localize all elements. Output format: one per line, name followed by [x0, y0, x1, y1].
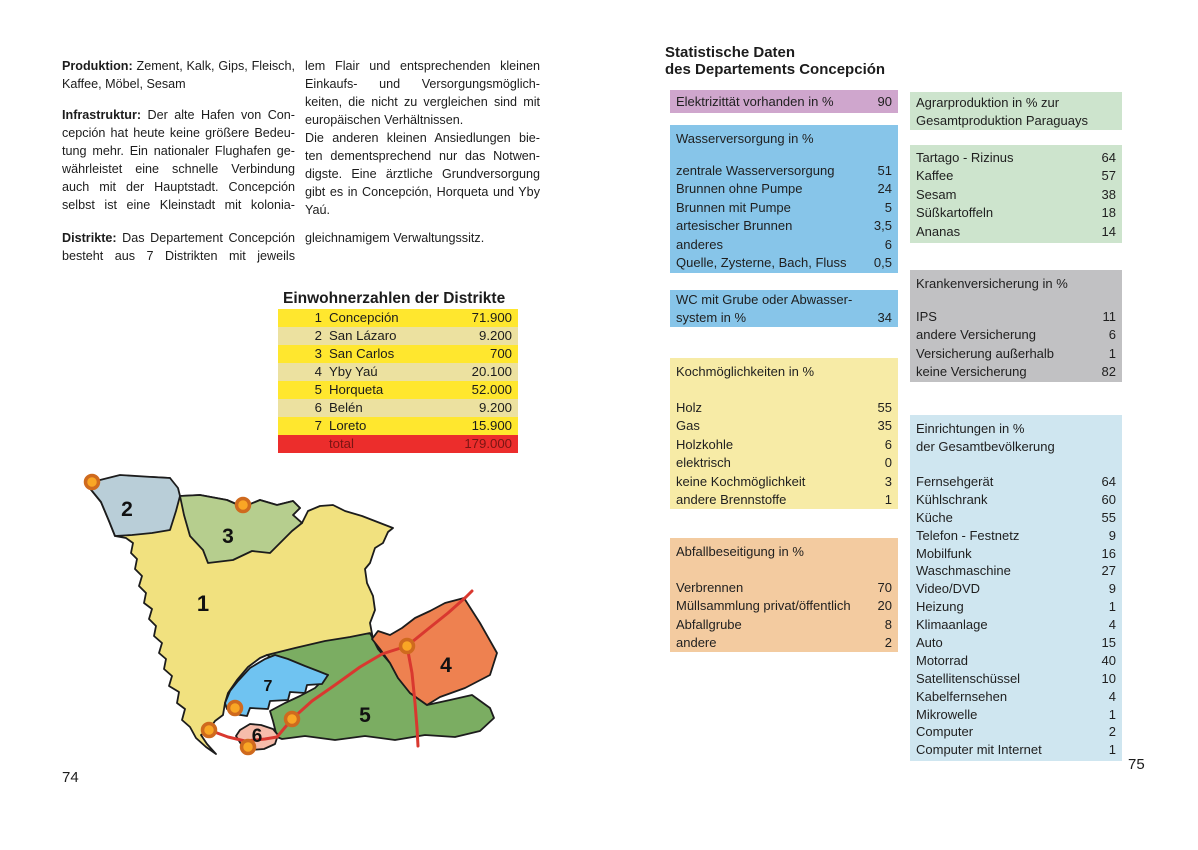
stat-label: Kabelfernsehen	[916, 688, 1008, 704]
stat-value: 1	[1108, 599, 1116, 615]
district-row	[278, 435, 518, 453]
district-name: Loreto	[329, 418, 367, 433]
district-row	[278, 345, 518, 363]
stats-heading	[665, 44, 885, 78]
district-population: 700	[489, 346, 512, 361]
town-marker-icon	[286, 713, 299, 726]
bold-lead: Distrikte:	[62, 231, 117, 245]
district-number: 3	[314, 346, 322, 361]
text-line: tung mehr. Ein nationaler Flughafen ge-	[62, 144, 295, 158]
stat-label: Computer	[916, 724, 974, 740]
text-line: auch mit der Hauptstadt. Concepción	[62, 180, 295, 194]
district-label-3: 3	[222, 525, 234, 548]
stat-label: zentrale Wasserversorgung	[676, 163, 835, 178]
block-title: Gesamtproduktion Paraguays	[916, 113, 1088, 128]
stat-value: 2	[884, 635, 892, 651]
stat-label: Kühlschrank	[916, 491, 988, 507]
stat-row	[670, 217, 898, 235]
stat-label: keine Kochmöglichkeit	[676, 473, 806, 489]
stat-row	[910, 562, 1122, 580]
stat-value: 2	[1108, 724, 1116, 740]
district-number: 4	[314, 364, 322, 379]
electricity-block	[670, 90, 898, 113]
district-population: 20.100	[471, 364, 512, 379]
stat-label: Satellitenschüssel	[916, 670, 1021, 686]
stat-value: 9	[1108, 581, 1116, 597]
stat-label: Computer mit Internet	[916, 742, 1042, 758]
stat-value: 20	[877, 598, 892, 614]
district-row	[278, 363, 518, 381]
stat-label: Heizung	[916, 599, 964, 615]
text-line: lem Flair und entsprechenden kleinen	[305, 59, 540, 73]
stat-row	[910, 509, 1122, 527]
stat-row	[910, 308, 1122, 326]
text-line: europäischen Verhältnissen.	[305, 113, 464, 127]
text-line: Einkaufs- und Versorgungsmöglich-	[305, 77, 540, 91]
stat-row	[910, 545, 1122, 563]
stat-label: Holzkohle	[676, 436, 734, 452]
bold-lead: Produktion:	[62, 59, 133, 73]
agriculture-header-block	[910, 92, 1122, 130]
district-row	[278, 399, 518, 417]
district-population: 9.200	[478, 328, 512, 343]
district-name: San Carlos	[329, 346, 395, 361]
stat-label: Quelle, Zysterne, Bach, Fluss	[676, 254, 847, 270]
stat-row	[670, 597, 898, 615]
stat-label: Tartago - Rizinus	[916, 150, 1014, 165]
stat-value: 1	[1108, 706, 1116, 722]
block-title: Einrichtungen in %	[916, 421, 1025, 436]
text-line: Infrastruktur: Der alte Hafen von Con-	[62, 108, 295, 122]
stat-value: 35	[877, 418, 892, 434]
stat-label: Holz	[676, 400, 703, 415]
stat-row	[910, 580, 1122, 598]
page-number-left: 74	[62, 769, 79, 786]
stats-heading-line2: des Departements Concepción	[665, 61, 886, 78]
stat-row	[910, 598, 1122, 616]
text-line: selbst ist eine Kleinstadt mit kolonia-	[62, 198, 295, 212]
stat-row	[670, 579, 898, 597]
stat-value: 3	[884, 473, 892, 489]
stat-row	[670, 473, 898, 491]
block-title: Wasserversorgung in %	[676, 131, 814, 146]
district-number: 7	[314, 418, 322, 433]
stat-row	[910, 345, 1122, 363]
district-number	[278, 435, 322, 453]
stat-row	[910, 167, 1122, 185]
stat-row	[670, 236, 898, 254]
district-name: total	[329, 436, 354, 451]
cooking-block	[670, 358, 898, 509]
concepcion-district-map	[60, 453, 530, 773]
stat-label: system in %	[676, 310, 747, 326]
stat-row	[670, 199, 898, 217]
stat-row	[670, 436, 898, 454]
stat-value: 60	[1101, 491, 1116, 507]
stat-value: 6	[1108, 327, 1116, 343]
stat-value: 70	[877, 580, 892, 595]
stat-label: Süßkartoffeln	[916, 205, 994, 221]
district-label-1: 1	[196, 591, 210, 616]
stat-row	[910, 223, 1122, 241]
stat-value: 11	[1102, 309, 1116, 324]
district-label-7: 7	[263, 678, 273, 695]
stat-row	[670, 180, 898, 198]
block-title: Agrarproduktion in % zur	[916, 95, 1060, 110]
district-number: 6	[314, 400, 322, 415]
stat-value: 1	[1108, 742, 1116, 758]
stat-label: Brunnen ohne Pumpe	[676, 181, 803, 197]
stat-label: andere	[676, 635, 717, 651]
stat-value: 18	[1101, 205, 1116, 221]
town-marker-icon	[401, 640, 414, 653]
text-line: cepción hat heute keine größere Bedeu-	[62, 126, 295, 140]
paragraph	[305, 229, 540, 247]
stat-row	[910, 527, 1122, 545]
stat-value: 51	[877, 163, 892, 178]
stat-value: 15	[1101, 635, 1116, 651]
stat-label: artesischer Brunnen	[676, 218, 793, 234]
stat-label: Mikrowelle	[916, 706, 978, 722]
district-number: 2	[314, 328, 322, 343]
stat-row	[910, 149, 1122, 167]
district-name: Horqueta	[329, 382, 384, 397]
paragraph	[62, 57, 295, 93]
stat-label: Auto	[916, 635, 943, 651]
district-table-title: Einwohnerzahlen der Distrikte	[283, 290, 506, 307]
stat-value: 4	[1108, 688, 1116, 704]
district-row	[278, 381, 518, 399]
text-line: Yaú.	[305, 203, 330, 217]
block-title: Abfallbeseitigung in %	[676, 544, 804, 559]
text-line: digste. Eine ärztliche Grundversorgung	[305, 167, 540, 181]
paragraph	[62, 106, 295, 214]
stat-row	[670, 616, 898, 634]
stat-value: 1	[1108, 345, 1116, 361]
district-number: 1	[314, 310, 322, 325]
stat-label: Klimaanlage	[916, 617, 988, 633]
stat-value: 90	[877, 94, 892, 109]
stat-row	[910, 670, 1122, 688]
town-marker-icon	[203, 724, 216, 737]
block-title: Kochmöglichkeiten in %	[676, 364, 815, 379]
district-name: Concepción	[329, 310, 399, 325]
block-title: der Gesamtbevölkerung	[916, 439, 1055, 454]
stat-row	[910, 723, 1122, 741]
stat-value: 64	[1101, 150, 1116, 165]
town-marker-icon	[86, 476, 99, 489]
agriculture-data-block	[910, 145, 1122, 243]
stat-value: 6	[884, 236, 892, 252]
stats-heading-line1: Statistische Daten	[665, 44, 796, 61]
stat-row	[670, 491, 898, 509]
stat-row	[910, 363, 1122, 381]
stat-row	[670, 162, 898, 180]
district-row	[278, 327, 518, 345]
district-label-6: 6	[251, 726, 263, 747]
district-population: 9.200	[478, 400, 512, 415]
stat-row	[910, 706, 1122, 724]
bold-lead: Infrastruktur:	[62, 108, 142, 122]
stat-label: Video/DVD	[916, 581, 981, 597]
district-population-table	[278, 309, 518, 453]
right-text-column	[305, 57, 540, 247]
page-number-right: 75	[1128, 756, 1145, 773]
stat-label: IPS	[916, 309, 937, 324]
stat-label: elektrisch	[676, 455, 731, 471]
stat-row	[670, 399, 898, 417]
text-line: ten dementsprechend nur das Notwen-	[305, 149, 540, 163]
stat-label: Versicherung außerhalb	[916, 345, 1055, 361]
text-line: gibt es in Concepción, Horqueta und Yby	[305, 185, 540, 199]
stat-label: andere Brennstoffe	[676, 491, 787, 507]
stat-value: 9	[1108, 527, 1116, 543]
stat-row	[910, 616, 1122, 634]
stat-row	[910, 326, 1122, 344]
district-name: San Lázaro	[329, 328, 397, 343]
district-row	[278, 309, 518, 327]
left-text-column	[62, 57, 295, 265]
stat-label: WC mit Grube oder Abwasser-	[676, 292, 853, 307]
stat-label: Abfallgrube	[676, 616, 742, 632]
text-line: Produktion: Zement, Kalk, Gips, Fleisch,	[62, 59, 295, 73]
stat-row	[670, 634, 898, 652]
stat-row	[910, 186, 1122, 204]
stat-value: 10	[1101, 670, 1116, 686]
stat-label: Brunnen mit Pumpe	[676, 199, 791, 215]
amenities-block	[910, 415, 1122, 761]
stat-label: Telefon - Festnetz	[916, 527, 1020, 543]
stat-value: 3,5	[873, 218, 892, 234]
stat-label: andere Versicherung	[916, 327, 1036, 343]
stat-row	[910, 491, 1122, 509]
stat-label: Waschmaschine	[916, 563, 1011, 579]
district-2-san-lazaro-shape	[88, 475, 180, 536]
paragraph	[62, 229, 295, 265]
stat-value: 55	[1101, 509, 1116, 525]
stat-label: Mobilfunk	[916, 545, 972, 561]
health-insurance-block	[910, 270, 1122, 382]
text-line: gleichnamigem Verwaltungssitz.	[305, 231, 485, 245]
stat-label: Elektrizittät vorhanden in %	[676, 94, 834, 109]
stat-label: keine Versicherung	[916, 364, 1027, 380]
district-row	[278, 417, 518, 435]
district-population: 179.000	[464, 436, 512, 451]
stat-row	[670, 417, 898, 435]
stat-value: 40	[1101, 652, 1116, 668]
district-name: Yby Yaú	[329, 364, 378, 379]
stat-value: 5	[884, 199, 892, 215]
stat-value: 1	[884, 491, 892, 507]
stat-value: 14	[1101, 223, 1116, 239]
stat-label: Küche	[916, 509, 953, 525]
district-population: 15.900	[471, 418, 512, 433]
stat-row	[670, 254, 898, 272]
town-marker-icon	[229, 702, 242, 715]
district-population: 52.000	[471, 382, 512, 397]
stat-value: 57	[1101, 168, 1116, 184]
stat-value: 82	[1101, 364, 1116, 380]
water-supply-block	[670, 125, 898, 273]
stat-value: 27	[1101, 563, 1116, 579]
stat-row	[910, 634, 1122, 652]
stat-value: 55	[877, 400, 892, 415]
stat-row	[910, 652, 1122, 670]
stat-label: Verbrennen	[676, 580, 744, 595]
text-line: Distrikte: Das Departement Concepción	[62, 231, 295, 245]
stat-label: Gas	[676, 418, 700, 434]
paragraph	[305, 57, 540, 219]
stat-row	[910, 204, 1122, 222]
stat-label: Motorrad	[916, 652, 969, 668]
district-label-4: 4	[440, 654, 452, 677]
stat-value: 16	[1101, 545, 1116, 561]
district-number: 5	[314, 382, 322, 397]
district-label-2: 2	[121, 498, 133, 521]
wc-block	[670, 290, 898, 327]
stat-label: Ananas	[916, 223, 961, 239]
district-population: 71.900	[471, 310, 512, 325]
stat-row	[670, 454, 898, 472]
stat-value: 24	[877, 181, 892, 197]
text-line: keiten, die nicht zu vergleichen sind mit	[305, 95, 540, 109]
stat-value: 64	[1101, 474, 1116, 489]
stat-value: 4	[1108, 617, 1116, 633]
stat-value: 34	[877, 310, 892, 326]
text-line: Die anderen kleinen Ansiedlungen bie-	[305, 131, 540, 145]
text-line: besteht aus 7 Distrikten mit jeweils	[62, 249, 295, 263]
stat-value: 6	[884, 436, 892, 452]
stat-label: Sesam	[916, 186, 957, 202]
stat-label: Müllsammlung privat/öffentlich	[676, 598, 851, 614]
stat-label: Kaffee	[916, 168, 954, 184]
stat-value: 8	[884, 616, 892, 632]
stat-row	[910, 741, 1122, 759]
text-line: währleistet eine schnelle Verbindung	[62, 162, 295, 176]
town-marker-icon	[237, 499, 250, 512]
district-label-5: 5	[359, 704, 371, 727]
text-line: Kaffee, Möbel, Sesam	[62, 77, 186, 91]
stat-row	[910, 473, 1122, 491]
stat-value: 0,5	[873, 254, 892, 270]
stat-row	[910, 688, 1122, 706]
stat-label: anderes	[676, 236, 723, 252]
stat-value: 38	[1101, 186, 1116, 202]
waste-disposal-block	[670, 538, 898, 652]
district-name: Belén	[329, 400, 363, 415]
block-title: Krankenversicherung in %	[916, 276, 1068, 291]
stat-label: Fernsehgerät	[916, 474, 994, 489]
stat-value: 0	[884, 455, 892, 471]
